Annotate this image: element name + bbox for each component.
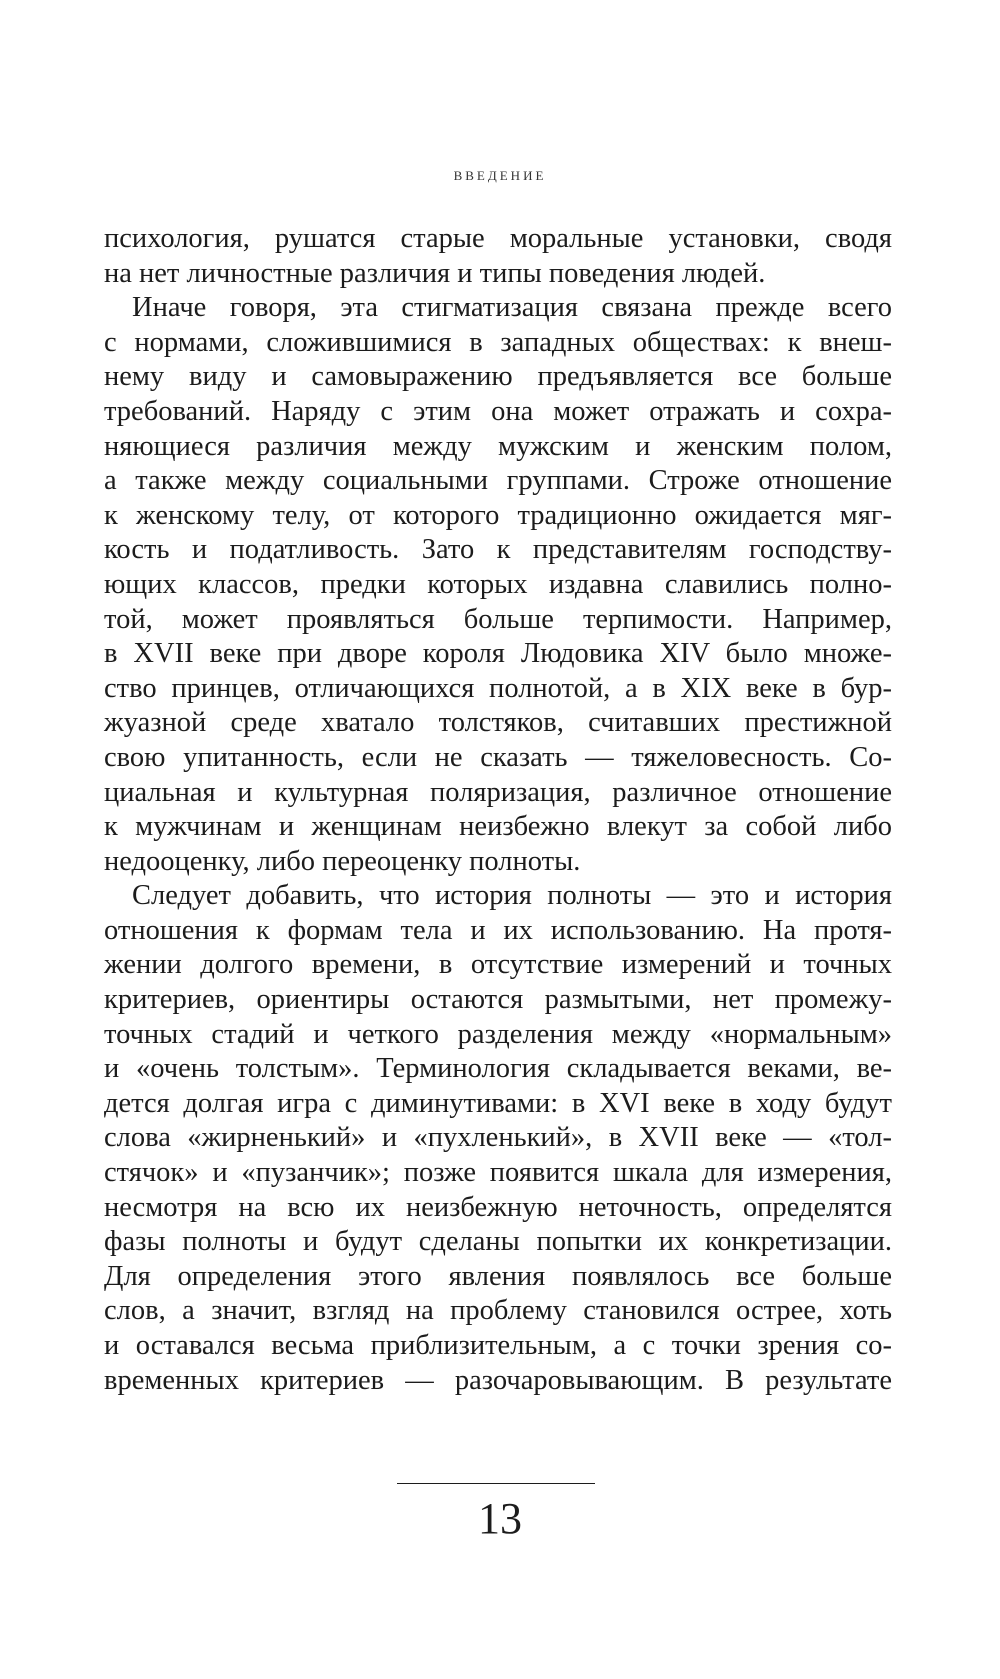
text-line: свою упитанность, если не сказать — тяжеловесность. Со-: [104, 741, 892, 773]
text-line: Для определения этого явления появлялось все больше: [104, 1260, 892, 1292]
text-line: жении долгого времени, в отсутствие измерений и точных: [104, 949, 892, 981]
text-line: слова «жирненький» и «пухленький», в XVII веке — «тол-: [104, 1122, 892, 1154]
text-line: в XVII веке при дворе короля Людовика XIV было множе-: [104, 638, 892, 670]
text-line: а также между социальными группами. Строже отношение: [104, 465, 892, 497]
text-line: к мужчинам и женщинам неизбежно влекут за собой либо: [104, 811, 892, 843]
text-line: фазы полноты и будут сделаны попытки их конкретизации.: [104, 1226, 892, 1258]
text-line: психология, рушатся старые моральные установки, сводя: [104, 223, 892, 254]
text-line: ющих классов, предки которых издавна славились полно-: [104, 568, 892, 600]
text-line: жуазной среде хватало толстяков, считавших престижной: [104, 707, 892, 739]
text-line: точных стадий и четкого разделения между «нормальным»: [104, 1018, 892, 1050]
text-line: циальная и культурная поляризация, различное отношение: [104, 776, 892, 808]
body-text: [104, 222, 892, 1398]
text-line: временных критериев — разочаровывающим. В результате: [104, 1364, 892, 1396]
text-line: требований. Наряду с этим она может отражать и сохра-: [104, 395, 892, 427]
running-head: ВВЕДЕНИЕ: [453, 168, 547, 183]
text-line: недооценку, либо переоценку полноты.: [104, 845, 581, 877]
text-line: Иначе говоря, эта стигматизация связана прежде всего: [132, 292, 892, 324]
text-line: и оставался весьма приблизительным, а с точки зрения со-: [104, 1330, 892, 1361]
text-line: слов, а значит, взгляд на проблему становился острее, хоть: [104, 1295, 892, 1327]
text-line: стячок» и «пузанчик»; позже появится шкала для измерения,: [104, 1157, 892, 1189]
text-line: той, может проявляться больше терпимости. Например,: [104, 603, 892, 635]
text-line: отношения к формам тела и их использованию. На протя-: [104, 914, 892, 946]
text-line: и «очень толстым». Терминология складывается веками, ве-: [104, 1053, 892, 1085]
text-line: Следует добавить, что история полноты — это и история: [132, 880, 892, 912]
text-line: ство принцев, отличающихся полнотой, а в XIX веке в бур-: [104, 672, 892, 704]
footer-rule: [397, 1483, 595, 1484]
text-line: нему виду и самовыражению предъявляется все больше: [104, 361, 892, 393]
text-line: на нет личностные различия и типы поведения людей.: [104, 257, 766, 289]
text-line: к женскому телу, от которого традиционно ожидается мяг-: [104, 499, 892, 531]
page-number: 13: [478, 1494, 522, 1543]
text-line: критериев, ориентиры остаются размытыми, нет промежу-: [104, 984, 892, 1016]
text-line: с нормами, сложившимися в западных обществах: к внеш-: [104, 326, 892, 358]
text-line: няющиеся различия между мужским и женским полом,: [104, 430, 892, 462]
text-line: кость и податливость. Зато к представителям господству-: [104, 534, 892, 566]
text-line: дется долгая игра с диминутивами: в XVI веке в ходу будут: [104, 1087, 892, 1119]
text-line: несмотря на всю их неизбежную неточность, определятся: [104, 1191, 892, 1223]
